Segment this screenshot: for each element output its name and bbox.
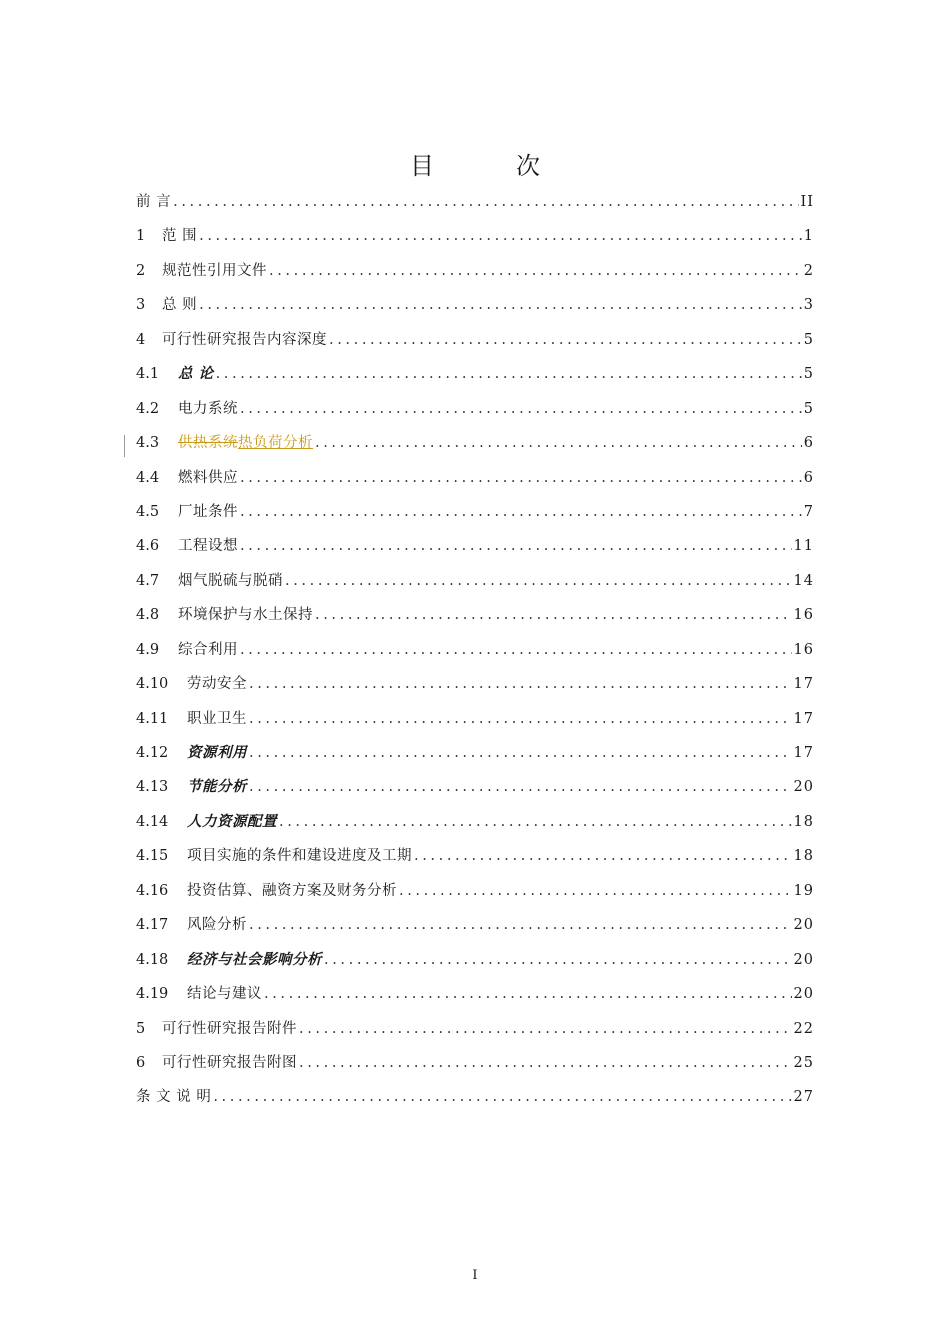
toc-entry-number: 4.6	[136, 538, 160, 555]
toc-leader-dots	[240, 642, 792, 658]
toc-leader-dots	[414, 848, 792, 864]
toc-entry-page: 17	[793, 676, 814, 693]
toc-entry-number: 4.5	[136, 503, 160, 520]
toc-entry-number: 1	[136, 228, 146, 245]
toc-leader-dots	[216, 366, 802, 382]
toc-entry-page: 22	[793, 1020, 814, 1037]
toc-entry-page: 16	[793, 607, 814, 624]
toc-leader-dots	[249, 917, 792, 933]
toc-entry-page: 2	[803, 262, 814, 279]
toc-entry-label: 前 言	[136, 194, 172, 210]
toc-entry-number: 2	[136, 262, 146, 279]
toc-entry-number: 4.9	[136, 641, 160, 658]
toc-entry-4-8[interactable]	[136, 603, 814, 637]
toc-entry-4-4[interactable]	[136, 466, 814, 500]
toc-entry-number: 4.17	[136, 917, 169, 934]
toc-entry-label	[178, 431, 313, 452]
toc-entry-label: 劳动安全	[187, 676, 247, 693]
toc-entry-label: 职业卫生	[187, 710, 247, 727]
toc-entry-page: 5	[803, 331, 814, 348]
toc-leader-dots	[240, 470, 802, 486]
inserted-text: 热负荷分析	[238, 435, 313, 452]
toc-leader-dots	[315, 607, 792, 623]
toc-entry-1[interactable]	[136, 224, 814, 258]
toc-entry-4-2[interactable]	[136, 397, 814, 431]
toc-entry-number: 4.7	[136, 572, 160, 589]
toc-entry-4-1[interactable]	[136, 362, 814, 396]
toc-entry-5[interactable]	[136, 1017, 814, 1051]
toc-leader-dots	[199, 297, 802, 313]
toc-entry-4-5[interactable]	[136, 500, 814, 534]
toc-entry-label: 可行性研究报告附件	[162, 1020, 297, 1037]
toc-entry-label: 环境保护与水土保持	[178, 607, 313, 624]
toc-entry-4-11[interactable]	[136, 707, 814, 741]
toc-entry-page: 5	[803, 400, 814, 417]
toc-entry-label: 经济与社会影响分析	[187, 950, 322, 968]
title-part-1: 目	[410, 152, 434, 180]
toc-leader-dots	[240, 401, 802, 417]
deleted-text: 供热系统	[178, 435, 238, 452]
toc-entry-number: 4.10	[136, 676, 169, 693]
toc-entry-label: 总 论	[178, 365, 214, 383]
toc-leader-dots	[329, 332, 802, 348]
toc-entry-4-14[interactable]	[136, 810, 814, 844]
toc-entry-number: 5	[136, 1020, 146, 1037]
toc-entry-page: 14	[793, 572, 814, 589]
toc-entry-label: 结论与建议	[187, 986, 262, 1003]
toc-entry-4-16[interactable]	[136, 879, 814, 913]
toc-entry-page: 20	[793, 779, 814, 796]
toc-entry-number: 4.8	[136, 607, 160, 624]
toc-entry-label: 项目实施的条件和建设进度及工期	[187, 848, 412, 865]
toc-entry-4-9[interactable]	[136, 638, 814, 672]
toc-entry-clause-notes[interactable]	[136, 1085, 814, 1119]
toc-entry-4-10[interactable]	[136, 672, 814, 706]
toc-leader-dots	[269, 263, 802, 279]
toc-leader-dots	[324, 952, 792, 968]
toc-leader-dots	[249, 711, 792, 727]
toc-leader-dots	[240, 504, 802, 520]
toc-leader-dots	[199, 228, 802, 244]
toc-leader-dots	[299, 1021, 792, 1037]
toc-entry-page: 17	[793, 745, 814, 761]
toc-entry-label: 投资估算、融资方案及财务分析	[187, 882, 397, 899]
toc-entry-page: 25	[793, 1054, 814, 1071]
toc-entry-page: 6	[803, 435, 814, 452]
toc-entry-4-18[interactable]	[136, 948, 814, 982]
toc-entry-number: 4.13	[136, 779, 169, 796]
toc-entry-page: 20	[793, 986, 814, 1003]
toc-leader-dots	[249, 745, 792, 761]
toc-entry-page: 19	[793, 882, 814, 899]
toc-leader-dots	[240, 538, 792, 554]
toc-entry-label: 燃料供应	[178, 469, 238, 486]
toc-entry-number: 4.11	[136, 710, 169, 727]
toc-entry-foreword[interactable]	[136, 190, 814, 224]
toc-entry-page: 7	[803, 503, 814, 520]
toc-entry-number: 4.15	[136, 848, 169, 865]
toc-entry-page: 17	[793, 710, 814, 727]
toc-entry-number: 4.12	[136, 745, 169, 761]
toc-entry-number: 4.1	[136, 366, 160, 383]
toc-entry-number: 4.14	[136, 813, 169, 830]
toc-entry-number: 4.18	[136, 951, 169, 968]
toc-leader-dots	[315, 435, 802, 451]
toc-entry-label: 总 则	[162, 297, 198, 314]
toc-entry-page: II	[800, 194, 814, 210]
toc-entry-label: 人力资源配置	[187, 812, 277, 830]
toc-entry-4[interactable]	[136, 328, 814, 362]
toc-entry-number: 4.19	[136, 986, 169, 1003]
toc-entry-label: 范 围	[162, 228, 198, 245]
toc-leader-dots	[279, 814, 792, 830]
toc-entry-page: 6	[803, 469, 814, 486]
toc-entry-label: 烟气脱硫与脱硝	[178, 572, 283, 589]
toc-entry-label: 规范性引用文件	[162, 262, 267, 279]
toc-entry-page: 20	[793, 917, 814, 934]
toc-entry-4-12[interactable]	[136, 741, 814, 775]
toc-entry-label: 可行性研究报告内容深度	[162, 331, 327, 348]
toc-entry-4-19[interactable]	[136, 982, 814, 1016]
toc-entry-4-17[interactable]	[136, 913, 814, 947]
toc-entry-4-3[interactable]	[136, 431, 814, 465]
toc-entry-page: 1	[803, 228, 814, 245]
toc-entry-label: 电力系统	[178, 400, 238, 417]
toc-entry-label: 厂址条件	[178, 503, 238, 520]
toc-leader-dots	[399, 883, 792, 899]
toc-entry-page: 3	[803, 297, 814, 314]
table-of-contents	[136, 190, 814, 1120]
toc-entry-label: 风险分析	[187, 917, 247, 934]
toc-entry-label: 综合利用	[178, 641, 238, 658]
page-title	[0, 146, 950, 181]
toc-entry-number: 4.2	[136, 400, 160, 417]
toc-entry-4-7[interactable]	[136, 569, 814, 603]
toc-entry-label: 可行性研究报告附图	[162, 1054, 297, 1071]
toc-entry-label: 节能分析	[187, 778, 247, 796]
toc-entry-page: 18	[793, 848, 814, 865]
toc-entry-page: 11	[793, 538, 814, 555]
toc-entry-page: 27	[793, 1089, 814, 1106]
toc-entry-number: 3	[136, 297, 146, 314]
toc-leader-dots	[173, 194, 798, 210]
toc-entry-6[interactable]	[136, 1051, 814, 1085]
toc-entry-number: 6	[136, 1054, 146, 1071]
toc-entry-page: 16	[793, 641, 814, 658]
toc-entry-2[interactable]	[136, 259, 814, 293]
toc-entry-number: 4.3	[136, 435, 160, 452]
toc-entry-label: 工程设想	[178, 538, 238, 555]
toc-entry-page: 18	[793, 813, 814, 830]
toc-entry-label: 条 文 说 明	[136, 1089, 212, 1106]
toc-leader-dots	[249, 779, 792, 795]
toc-entry-4-15[interactable]	[136, 844, 814, 878]
toc-entry-4-13[interactable]	[136, 775, 814, 809]
toc-entry-3[interactable]	[136, 293, 814, 327]
toc-leader-dots	[249, 676, 792, 692]
toc-entry-number: 4.16	[136, 882, 169, 899]
revision-change-bar	[124, 435, 125, 457]
toc-entry-4-6[interactable]	[136, 534, 814, 568]
toc-leader-dots	[299, 1055, 792, 1071]
toc-entry-label: 资源利用	[187, 744, 247, 761]
title-part-2: 次	[516, 152, 540, 180]
toc-entry-page: 5	[803, 366, 814, 383]
page-number: I	[472, 1268, 478, 1283]
toc-leader-dots	[213, 1089, 791, 1105]
toc-entry-number: 4.4	[136, 469, 160, 486]
toc-entry-page: 20	[793, 951, 814, 968]
toc-entry-number: 4	[136, 331, 146, 348]
toc-leader-dots	[264, 986, 792, 1002]
toc-leader-dots	[285, 573, 792, 589]
